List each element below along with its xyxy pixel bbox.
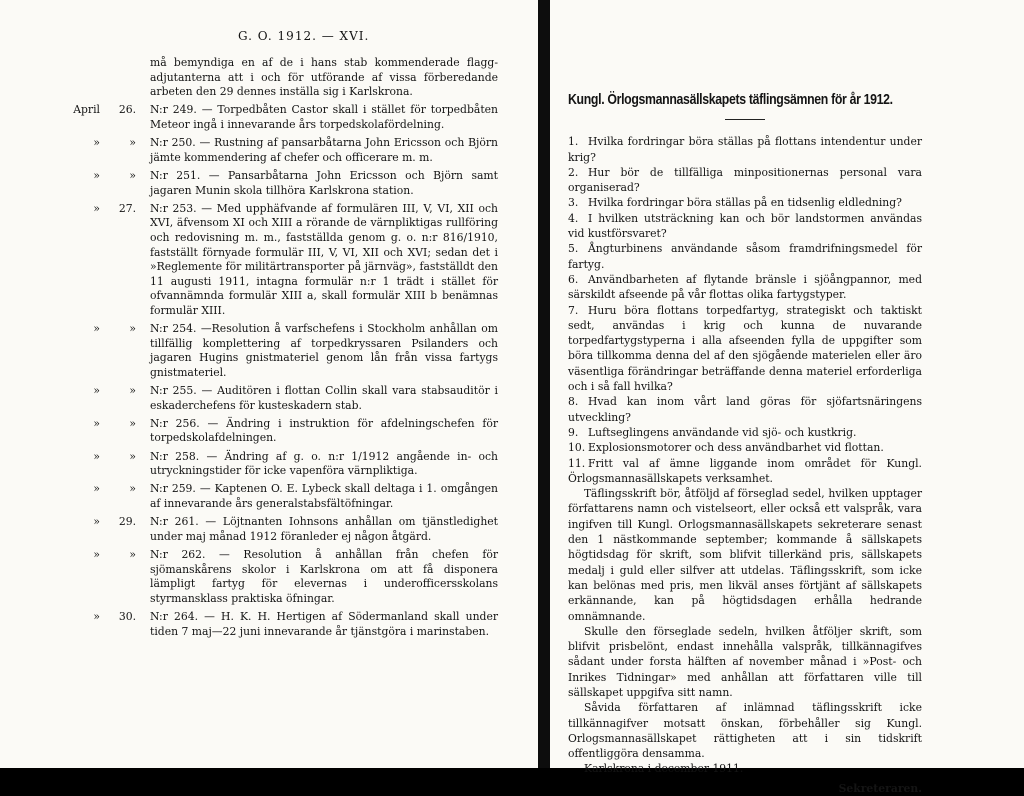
question-number: 4. [568,211,579,225]
question-item [568,241,922,272]
entry-month: » [93,168,100,182]
question-item [568,134,922,165]
question-text: Användbarheten af flytande bränsle i sjöångpannor, med särskildt afseende på vår flottas olika fartygstyper. [568,272,922,302]
entry-text: må bemyndiga en af de i hans stab kommenderade flagg-adjutanterna att i och för utförande af vissa förberedande arbeten den 29 dennes inställa sig i Karlskrona. [150,56,498,99]
question-text: Hvilka fordringar böra ställas på en tidsenlig eldledning? [588,196,902,210]
question-item [568,425,922,440]
question-text: Hvilka fordringar böra ställas på flottans intendentur under krig? [568,135,922,164]
question-text: Hvad kan inom vårt land göras för sjöfartsnäringens utveckling? [568,395,922,424]
entry-date [0,56,150,100]
entry-date [0,515,150,544]
entry-text: N:r 261. — Löjtnanten Iohnsons anhållan om tjänstledighet under maj månad 1912 föranleder ej någon åtgärd. [150,515,498,543]
entry-month: » [93,201,100,215]
entry-date [0,417,150,446]
question-number: 1. [568,135,579,149]
question-number: 7. [568,303,579,317]
section-title: Kungl. Örlogsmannasällskapets täflingsämnen för år 1912. [568,91,893,108]
question-number: 5. [568,242,579,256]
entry-month: » [93,322,100,336]
question-number: 3. [568,196,579,210]
entry-row [0,482,528,511]
entry-row [0,515,528,544]
entry-date [0,202,150,319]
entry-row [0,450,528,479]
entry-text: N:r 259. — Kaptenen O. E. Lybeck skall deltaga i 1. omgången af innevarande års generalstabsfältöfningar. [150,482,498,510]
signature: Sekreteraren. [838,781,922,795]
left-column [0,56,528,643]
entry-row [0,322,528,380]
question-text: Ångturbinens användande såsom framdrifningsmedel för fartyg. [568,242,922,271]
question-item [568,440,922,455]
entry-month: » [93,547,100,561]
question-number: 2. [568,165,579,179]
entry-day: 26. [118,103,136,117]
question-text: Explosionsmotorer och dess användbarhet vid flottan. [588,441,884,455]
entry-text: N:r 250. — Rustning af pansarbåtarna John Ericsson och Björn jämte kommendering af chefer och officerare m. m. [150,136,498,164]
question-text: Huru böra flottans torpedfartyg, strategiskt och taktiskt sedt, användas i krig och kunna de nuvarande torpedfartygstyperna i alla afseenden fylla de uppgifter som böra tillkomma denna del af den sjögående materielen eller äro väsentliga förändringar beträffande denna materiel erforderliga och i så fall hvilka? [568,303,922,394]
entry-day: » [129,482,136,496]
entry-day: » [129,547,136,561]
body-paragraph: Skulle den förseglade sedeln, hvilken åtföljer skrift, som blifvit prisbelönt, endast innehålla valspråk, tillkännagifves sådant under forsta hälften af november månad i »Post- och Inrikes Tidningar» med anhållan att författaren ville till sällskapet uppgifva sitt namn. [568,624,922,699]
body-paragraph: Såvida författaren af inlämnad täflingsskrift icke tillkännagifver motsatt önskan, förbehåller sig Kungl. Orlogsmannasällskapet rättigheten att i sin tidskrift offentliggöra densamma. [568,701,922,761]
entry-month: » [93,482,100,496]
entry-row [0,417,528,446]
entry-text: N:r 256. — Ändring i instruktion för afdelningschefen för torpedskolafdelningen. [150,416,498,445]
question-text: Luftseglingens användande vid sjö- och kustkrig. [588,425,857,439]
entry-row [0,384,528,413]
entry-day: 29. [118,515,136,529]
body-paragraph: Karlskrona i december 1911. [584,762,744,776]
entry-day: 30. [118,609,136,623]
entry-day: » [129,136,136,150]
entry-month: » [93,136,100,150]
entry-date [0,384,150,413]
entry-month: » [93,609,100,623]
entry-day: 27. [118,201,136,215]
entry-day: » [129,416,136,430]
entry-date [0,169,150,198]
entry-row [0,610,528,639]
title-rule [725,119,765,120]
entry-month: » [93,515,100,529]
entry-row [0,169,528,198]
entry-row [0,103,528,132]
body-paragraph: Täflingsskrift bör, åtföljd af förseglad sedel, hvilken upptager författarens namn och vistelseort, eller också ett valspråk, vara ingifven till Kungl. Orlogsmannasällskapets sekreterare senast den 1 nästkommande september; kommande å sällskapets högtidsdag för skrift, som blifvit tillerkänd pris, sällskapets medalj i guld eller silfver att utdelas. Täflingsskrift, som icke kan belönas med pris, men likväl anses förtjänt af sällskapets erkännande, kan på högtidsdagen erhålla hedrande omnämnande. [568,487,922,623]
question-number: 9. [568,425,579,439]
question-text: Fritt val af ämne liggande inom området för Kungl. Örlogsmannasällskapets verksamhet. [568,456,922,485]
question-item [568,303,922,395]
entry-text: N:r 251. — Pansarbåtarna John Ericsson och Björn samt jagaren Munin skola tillhöra Karlskrona station. [150,168,498,197]
entry-date [0,103,150,132]
entry-text: N:r 254. —Resolution å varfschefens i Stockholm anhållan om tillfällig komplettering af torpedkryssaren Psilanders och jagaren Hugins gnistmateriel genom lån från vissa fartygs gnistmateriel. [150,322,498,379]
question-number: 6. [568,272,579,286]
entry-day: » [129,322,136,336]
entry-row [0,202,528,319]
question-item [568,394,922,425]
question-list [568,134,922,486]
question-text: Hur bör de tillfälliga minpositionernas personal vara organiserad? [568,165,922,195]
entry-day [108,56,150,100]
entry-month: April [73,103,100,117]
entry-row [0,136,528,165]
question-item [568,195,922,210]
entry-date [0,322,150,380]
entry-date [0,450,150,479]
paragraph-block [568,486,922,777]
page-gutter [538,0,550,768]
entry-day: » [129,449,136,463]
entry-date [0,482,150,511]
entry-text: N:r 258. — Ändring af g. o. n:r 1/1912 angående in- och utryckningstider för icke vapenföra värnpliktiga. [150,449,498,478]
entry-day: » [129,168,136,182]
entry-month: » [93,384,100,398]
entry-date [0,610,150,639]
entry-text: N:r 264. — H. K. H. Hertigen af Södermanland skall under tiden 7 maj—22 juni innevarande år tjänstgöra i marinstaben. [150,609,498,638]
question-item [568,272,922,303]
question-number: 10. [568,441,586,455]
entry-row [0,548,528,606]
entry-text: N:r 249. — Torpedbåten Castor skall i stället för torpedbåten Meteor ingå i innevarande års torpedskolafördelning. [150,103,498,131]
question-text: I hvilken utsträckning kan och bör landstormen användas vid kustförsvaret? [568,211,922,241]
entry-date [0,548,150,606]
entry-date [0,136,150,165]
question-number: 11. [568,456,586,470]
question-item [568,165,922,196]
entry-month: » [93,449,100,463]
entry-text: N:r 253. — Med upphäfvande af formulären III, V, VI, XII och XVI, äfvensom XI och XIII a rörande de värnpliktigas rullföring och redovisning m. m., fastställda genom g. o. n:r 816/1910, fastställt förnyade formulär III, V, VI, XII och XVI; sedan det i »Reglemente för militärtransporter på järnväg», fastställdt den 11 augusti 1911, intagna formulär n:r 1 trädt i stället för ofvannämnda formulär XIII a, skall formulär XIII b benämnas formulär XIII. [150,201,498,317]
entry-month: » [93,416,100,430]
entry-text: N:r 255. — Auditören i flottan Collin skall vara stabsauditör i eskaderchefens för kusteskadern stab. [150,384,498,412]
question-number: 8. [568,395,579,409]
right-column [568,92,922,796]
entry-row [0,56,528,100]
entry-text: N:r 262. — Resolution å anhållan från chefen för sjömanskårens skolor i Karlskrona om att få disponera lämpligt fartyg för elevernas i underofficersskolans styrmansklass praktiska öfningar. [150,547,498,605]
entry-day: » [129,384,136,398]
question-item [568,211,922,242]
question-item [568,456,922,487]
entry-month [40,56,108,100]
running-head: G. O. 1912. — XVI. [238,29,370,43]
